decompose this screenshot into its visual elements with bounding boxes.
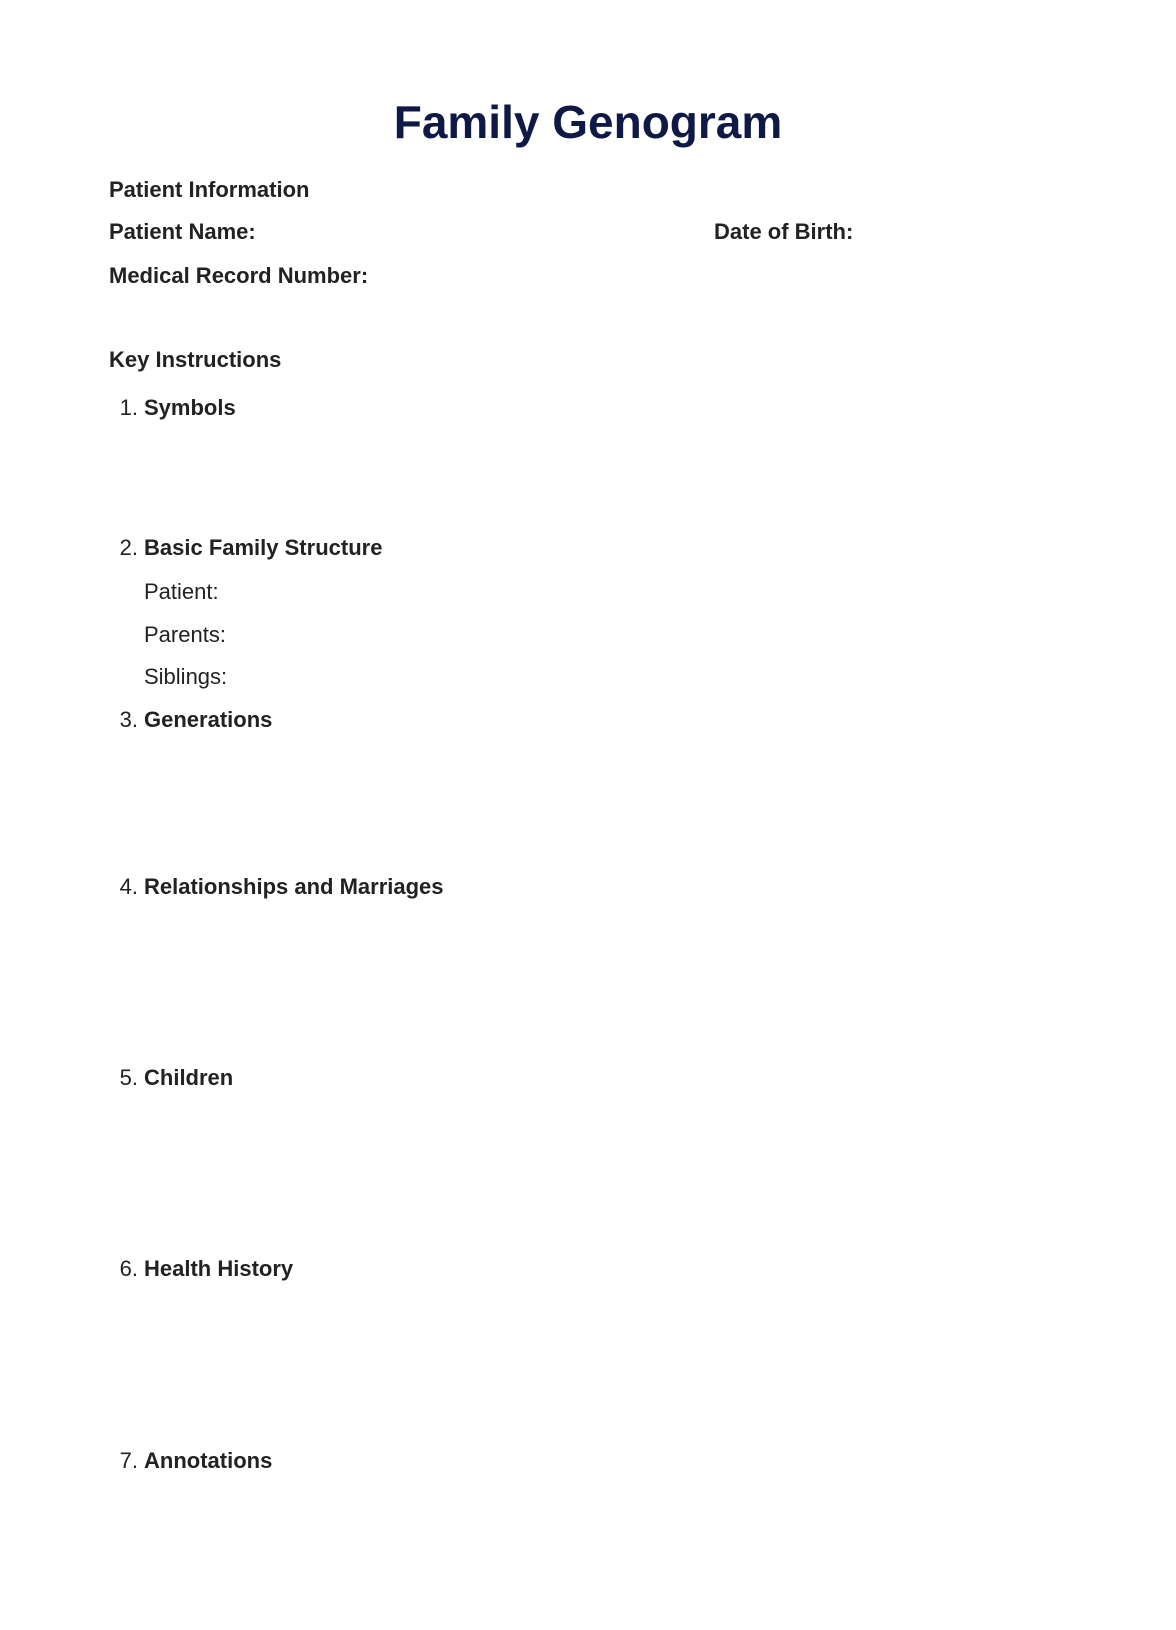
list-item-label: Symbols (144, 395, 236, 420)
date-of-birth-label: Date of Birth: (714, 219, 854, 244)
medical-record-number-label: Medical Record Number: (109, 263, 369, 288)
list-item-label: Children (144, 1065, 234, 1090)
patient-sub-label: Patient: (144, 579, 219, 604)
list-item-label: Annotations (144, 1448, 273, 1473)
list-number: 5. (119, 1065, 138, 1090)
patient-info-heading: Patient Information (109, 177, 310, 202)
patient-name-label: Patient Name: (109, 219, 256, 244)
list-number: 1. (119, 395, 138, 420)
list-number: 4. (119, 874, 138, 899)
list-number: 6. (119, 1256, 138, 1281)
parents-sub-label: Parents: (144, 622, 226, 647)
list-item-label: Basic Family Structure (144, 535, 383, 560)
list-number: 7. (119, 1448, 138, 1473)
list-number: 3. (119, 707, 138, 732)
list-item-label: Relationships and Marriages (144, 874, 444, 899)
list-item-label: Health History (144, 1256, 294, 1281)
page-title: Family Genogram (393, 96, 783, 148)
siblings-sub-label: Siblings: (144, 664, 228, 689)
key-instructions-heading: Key Instructions (109, 347, 282, 372)
list-number: 2. (119, 535, 138, 560)
list-item-label: Generations (144, 707, 273, 732)
